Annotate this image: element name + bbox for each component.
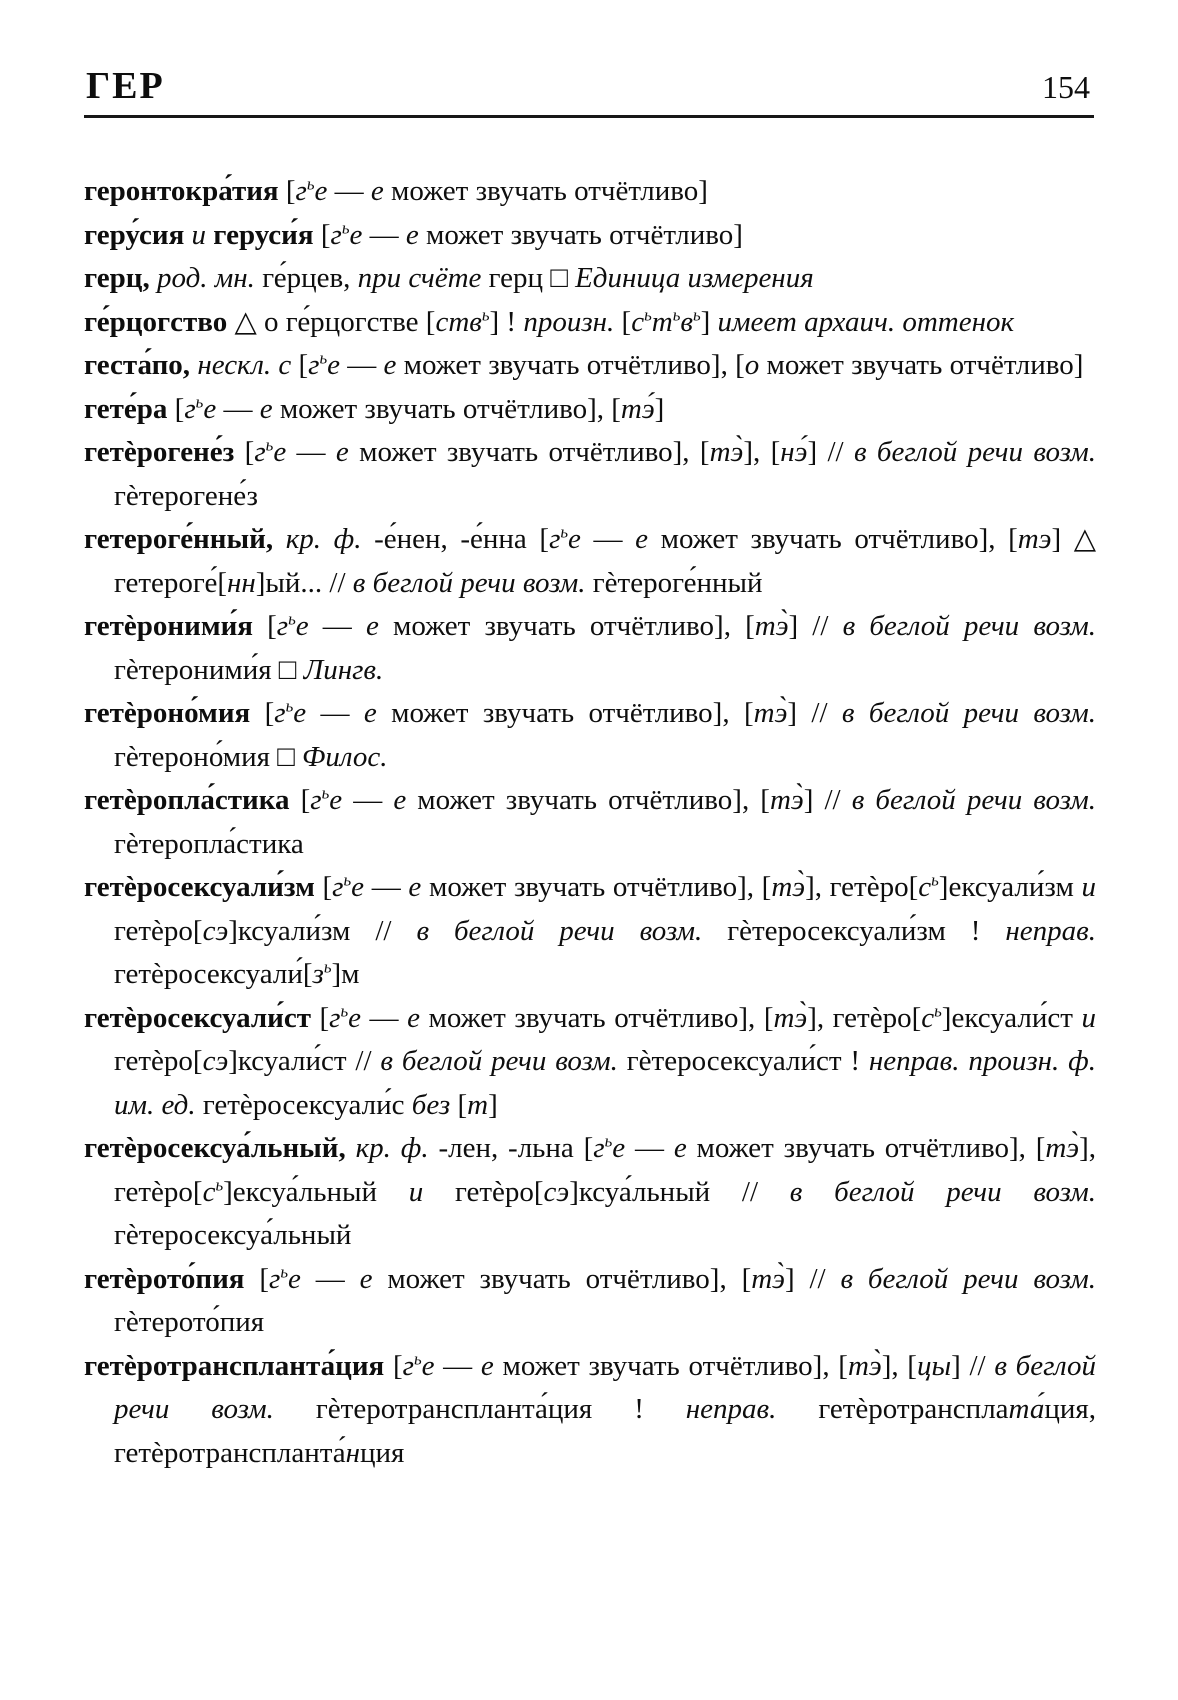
dictionary-entry: гетѐроними́я [$г^ье$ — е может звучать отчётливо], [тэ̀] // в беглой речи возм. гѐтероними́я □ Лингв.: [84, 609, 1096, 686]
dictionary-entry: геру́сия и геруси́я [$г^ье$ — е может звучать отчётливо]: [84, 217, 743, 251]
dictionary-entry: гетѐроно́мия [$г^ье$ — е может звучать отчётливо], [тэ̀] // в беглой речи возм. гѐтероно́мия □ Филос.: [84, 696, 1096, 773]
dictionary-entry: гетѐрогене́з [$г^ье$ — е может звучать отчётливо], [тэ̀], [нэ́] // в беглой речи возм. гѐтерогене́з: [84, 435, 1097, 512]
dictionary-entry: гетѐропла́стика [$г^ье$ — е может звучать отчётливо], [тэ̀] // в беглой речи возм. гѐтеропла́стика: [84, 783, 1096, 860]
dictionary-entry: гете́ра [$г^ье$ — е может звучать отчётливо], [тэ́]: [84, 391, 665, 425]
header-rule: [84, 115, 1094, 118]
page-header: [84, 64, 1094, 108]
page-number: 154: [1042, 69, 1090, 105]
dictionary-entry: гетероге́нный, кр. ф. -е́нен, -е́нна [$г^ье$ — е может звучать отчётливо], [тэ] △ гетероге́[нн]ый... // в беглой речи возм. гѐтероге́нный: [84, 522, 1097, 599]
dictionary-entry: гетѐрото́пия [$г^ье$ — е может звучать отчётливо], [тэ̀] // в беглой речи возм. гѐтерото́пия: [84, 1261, 1096, 1338]
dictionary-entry: гетѐротранспланта́ция [$г^ье$ — е может звучать отчётливо], [тэ̀], [цы] // в беглой речи возм. гѐтеротранспланта́ция ! неправ. гетѐротрансплата́ция, гетѐротранспланта́нция: [84, 1348, 1096, 1469]
dictionary-entry: гетѐросексуали́ст [$г^ье$ — е может звучать отчётливо], [тэ̀], $гетѐро[с^ь]ексуали́ст$ и гетѐро[сэ]ксуали́ст // в беглой речи возм. гѐтеросексуали́ст ! неправ. произн. ф. им. ед. гетѐросексуали́с без [т]: [84, 1000, 1097, 1121]
dictionary-entry: ге́рцогство △ о ге́рцогстве [ств$^ь$] ! произн. $[с^ьт^ьв^ь]$ имеет архаич. оттенок: [84, 304, 1015, 338]
dictionary-entry: гетѐросексуали́зм [$г^ье$ — е может звучать отчётливо], [тэ̀], $гетѐро[с^ь]ексуали́зм$ и гетѐро[сэ]ксуали́зм // в беглой речи возм. гѐтеросексуали́зм ! неправ. $гетѐросексуали́[з^ь]м$: [84, 870, 1096, 990]
dictionary-entry: герц, род. мн. ге́рцев, при счёте герц □ Единица измерения: [84, 262, 814, 294]
dictionary-entry: гетѐросексуа́льный, кр. ф. -лен, -льна [$г^ье$ — е может звучать отчётливо], [тэ̀], $гетѐро[с^ь]ексуа́льный$ и гетѐро[сэ]ксуа́льный // в беглой речи возм. гѐтеросексуа́льный: [84, 1131, 1097, 1251]
dictionary-entry: геронтокра́тия [$г^ье$ — е может звучать отчётливо]: [84, 174, 708, 207]
entries-list: [84, 170, 1096, 1475]
dictionary-entry: геста́по, нескл. с [$г^ье$ — е может звучать отчётливо], [о может звучать отчётливо]: [84, 348, 1084, 381]
running-head: ГЕР: [86, 65, 165, 107]
